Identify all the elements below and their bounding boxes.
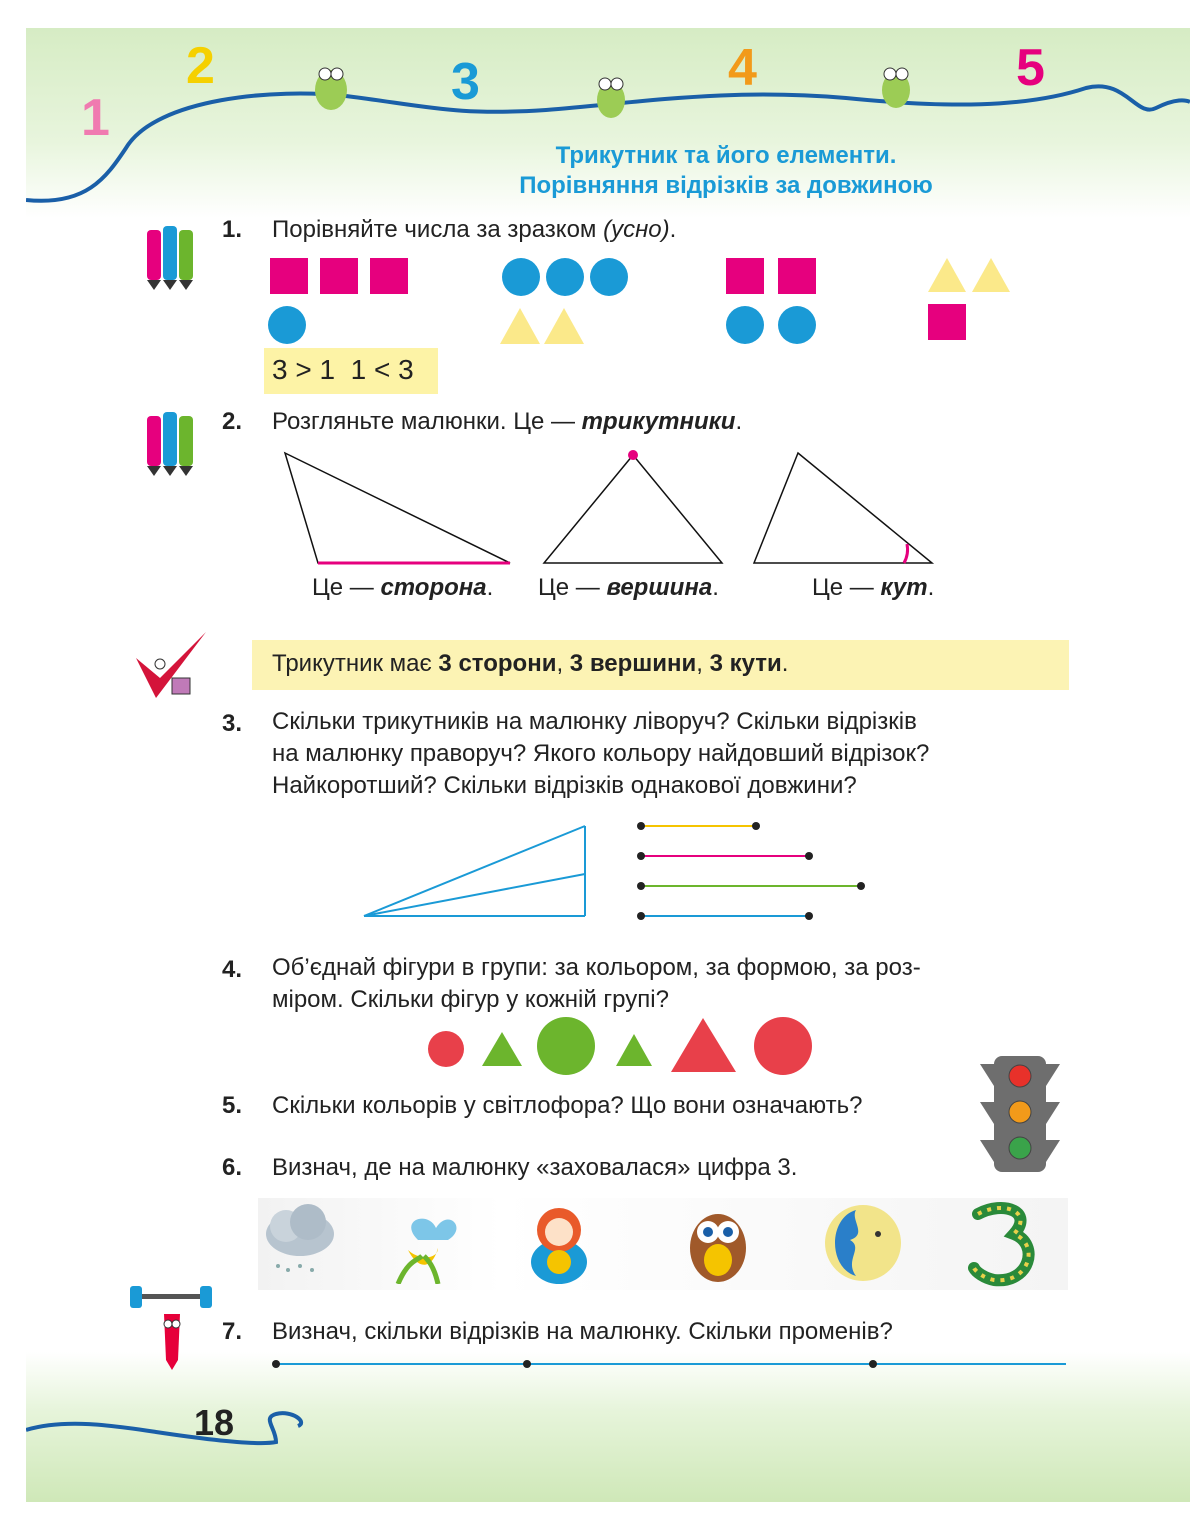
magenta-square [270, 258, 308, 294]
pencils-icon [141, 220, 221, 292]
traffic-light-icon [976, 1052, 1064, 1176]
triangles-left-figure [356, 818, 596, 928]
owl-icon [678, 1200, 758, 1288]
weightlifter-pencil-icon [126, 1284, 216, 1374]
magenta-square [726, 258, 764, 294]
page-title-line1: Трикутник та його елементи. [555, 142, 897, 169]
magenta-square [320, 258, 358, 294]
frog-character-icon-2 [581, 68, 641, 128]
task3-number: 3. [222, 710, 243, 737]
blue-circle [778, 306, 816, 344]
rule-text: Трикутник має 3 сторони, 3 вершини, 3 кути. [272, 650, 789, 677]
task4-line2: міром. Скільки фігур у кожній групі? [272, 986, 669, 1013]
task3-line2: на малюнку праворуч? Якого кольору найдовший відрізок? [272, 740, 930, 767]
blue-circle [546, 258, 584, 296]
label-side: Це — сторона. [312, 574, 494, 601]
snake-3-icon [964, 1198, 1044, 1290]
task1-text: Порівняйте числа за зразком (усно). [272, 216, 677, 243]
blue-circle [268, 306, 306, 344]
yellow-triangles [928, 256, 1012, 294]
digit-character-4: 4 [728, 39, 757, 97]
blue-circle [502, 258, 540, 296]
task6-text: Визнач, де на малюнку «заховалася» цифра 3. [272, 1154, 798, 1181]
digit-character-3: 3 [451, 53, 480, 111]
yellow-triangles [500, 306, 584, 346]
digit-character-5: 5 [1016, 39, 1045, 97]
label-angle: Це — кут. [812, 574, 935, 601]
flower-butterfly-icon [378, 1200, 468, 1284]
task7-text: Визнач, скільки відрізків на малюнку. Скільки променів? [272, 1318, 893, 1345]
magenta-square [928, 304, 966, 340]
task3-line1: Скільки трикутників на малюнку ліворуч? Скільки відрізків [272, 708, 917, 735]
digit-character-2: 2 [186, 37, 215, 95]
page-title-line2: Порівняння відрізків за довжиною [519, 172, 933, 199]
shapes-group-figure [426, 1016, 826, 1082]
label-vertex: Це — вершина. [538, 574, 719, 601]
task5-number: 5. [222, 1092, 243, 1119]
task3-line3: Найкоротший? Скільки відрізків однакової довжини? [272, 772, 857, 799]
rays-segments-figure [266, 1354, 1066, 1374]
page-number: 18 [194, 1402, 235, 1443]
pencils-icon [141, 406, 221, 478]
task7-number: 7. [222, 1318, 243, 1345]
task4-line1: Об’єднай фігури в групи: за кольором, за формою, за роз- [272, 954, 921, 981]
task2-text: Розгляньте малюнки. Це — трикутники. [272, 408, 743, 435]
magenta-square [370, 258, 408, 294]
footer-wave [26, 1398, 326, 1468]
triangles-figure [276, 443, 956, 573]
doll-icon [524, 1200, 594, 1286]
blue-circle [590, 258, 628, 296]
magenta-square [778, 258, 816, 294]
blue-circle [726, 306, 764, 344]
task1-number: 1. [222, 216, 243, 243]
checkmark-character-icon [126, 628, 214, 708]
digit-character-1: 1 [81, 89, 110, 147]
segments-right-figure [631, 818, 871, 928]
task5-text: Скільки кольорів у світлофора? Що вони означають? [272, 1092, 863, 1119]
task1-sample: 3 > 1 1 < 3 [272, 354, 414, 385]
moon-icon [820, 1200, 906, 1286]
cloud-icon [260, 1200, 340, 1280]
frog-character-icon-3 [866, 58, 926, 118]
textbook-page [26, 28, 1190, 1502]
frog-character-icon [301, 58, 361, 118]
task2-number: 2. [222, 408, 243, 435]
task6-number: 6. [222, 1154, 243, 1181]
task4-number: 4. [222, 956, 243, 983]
